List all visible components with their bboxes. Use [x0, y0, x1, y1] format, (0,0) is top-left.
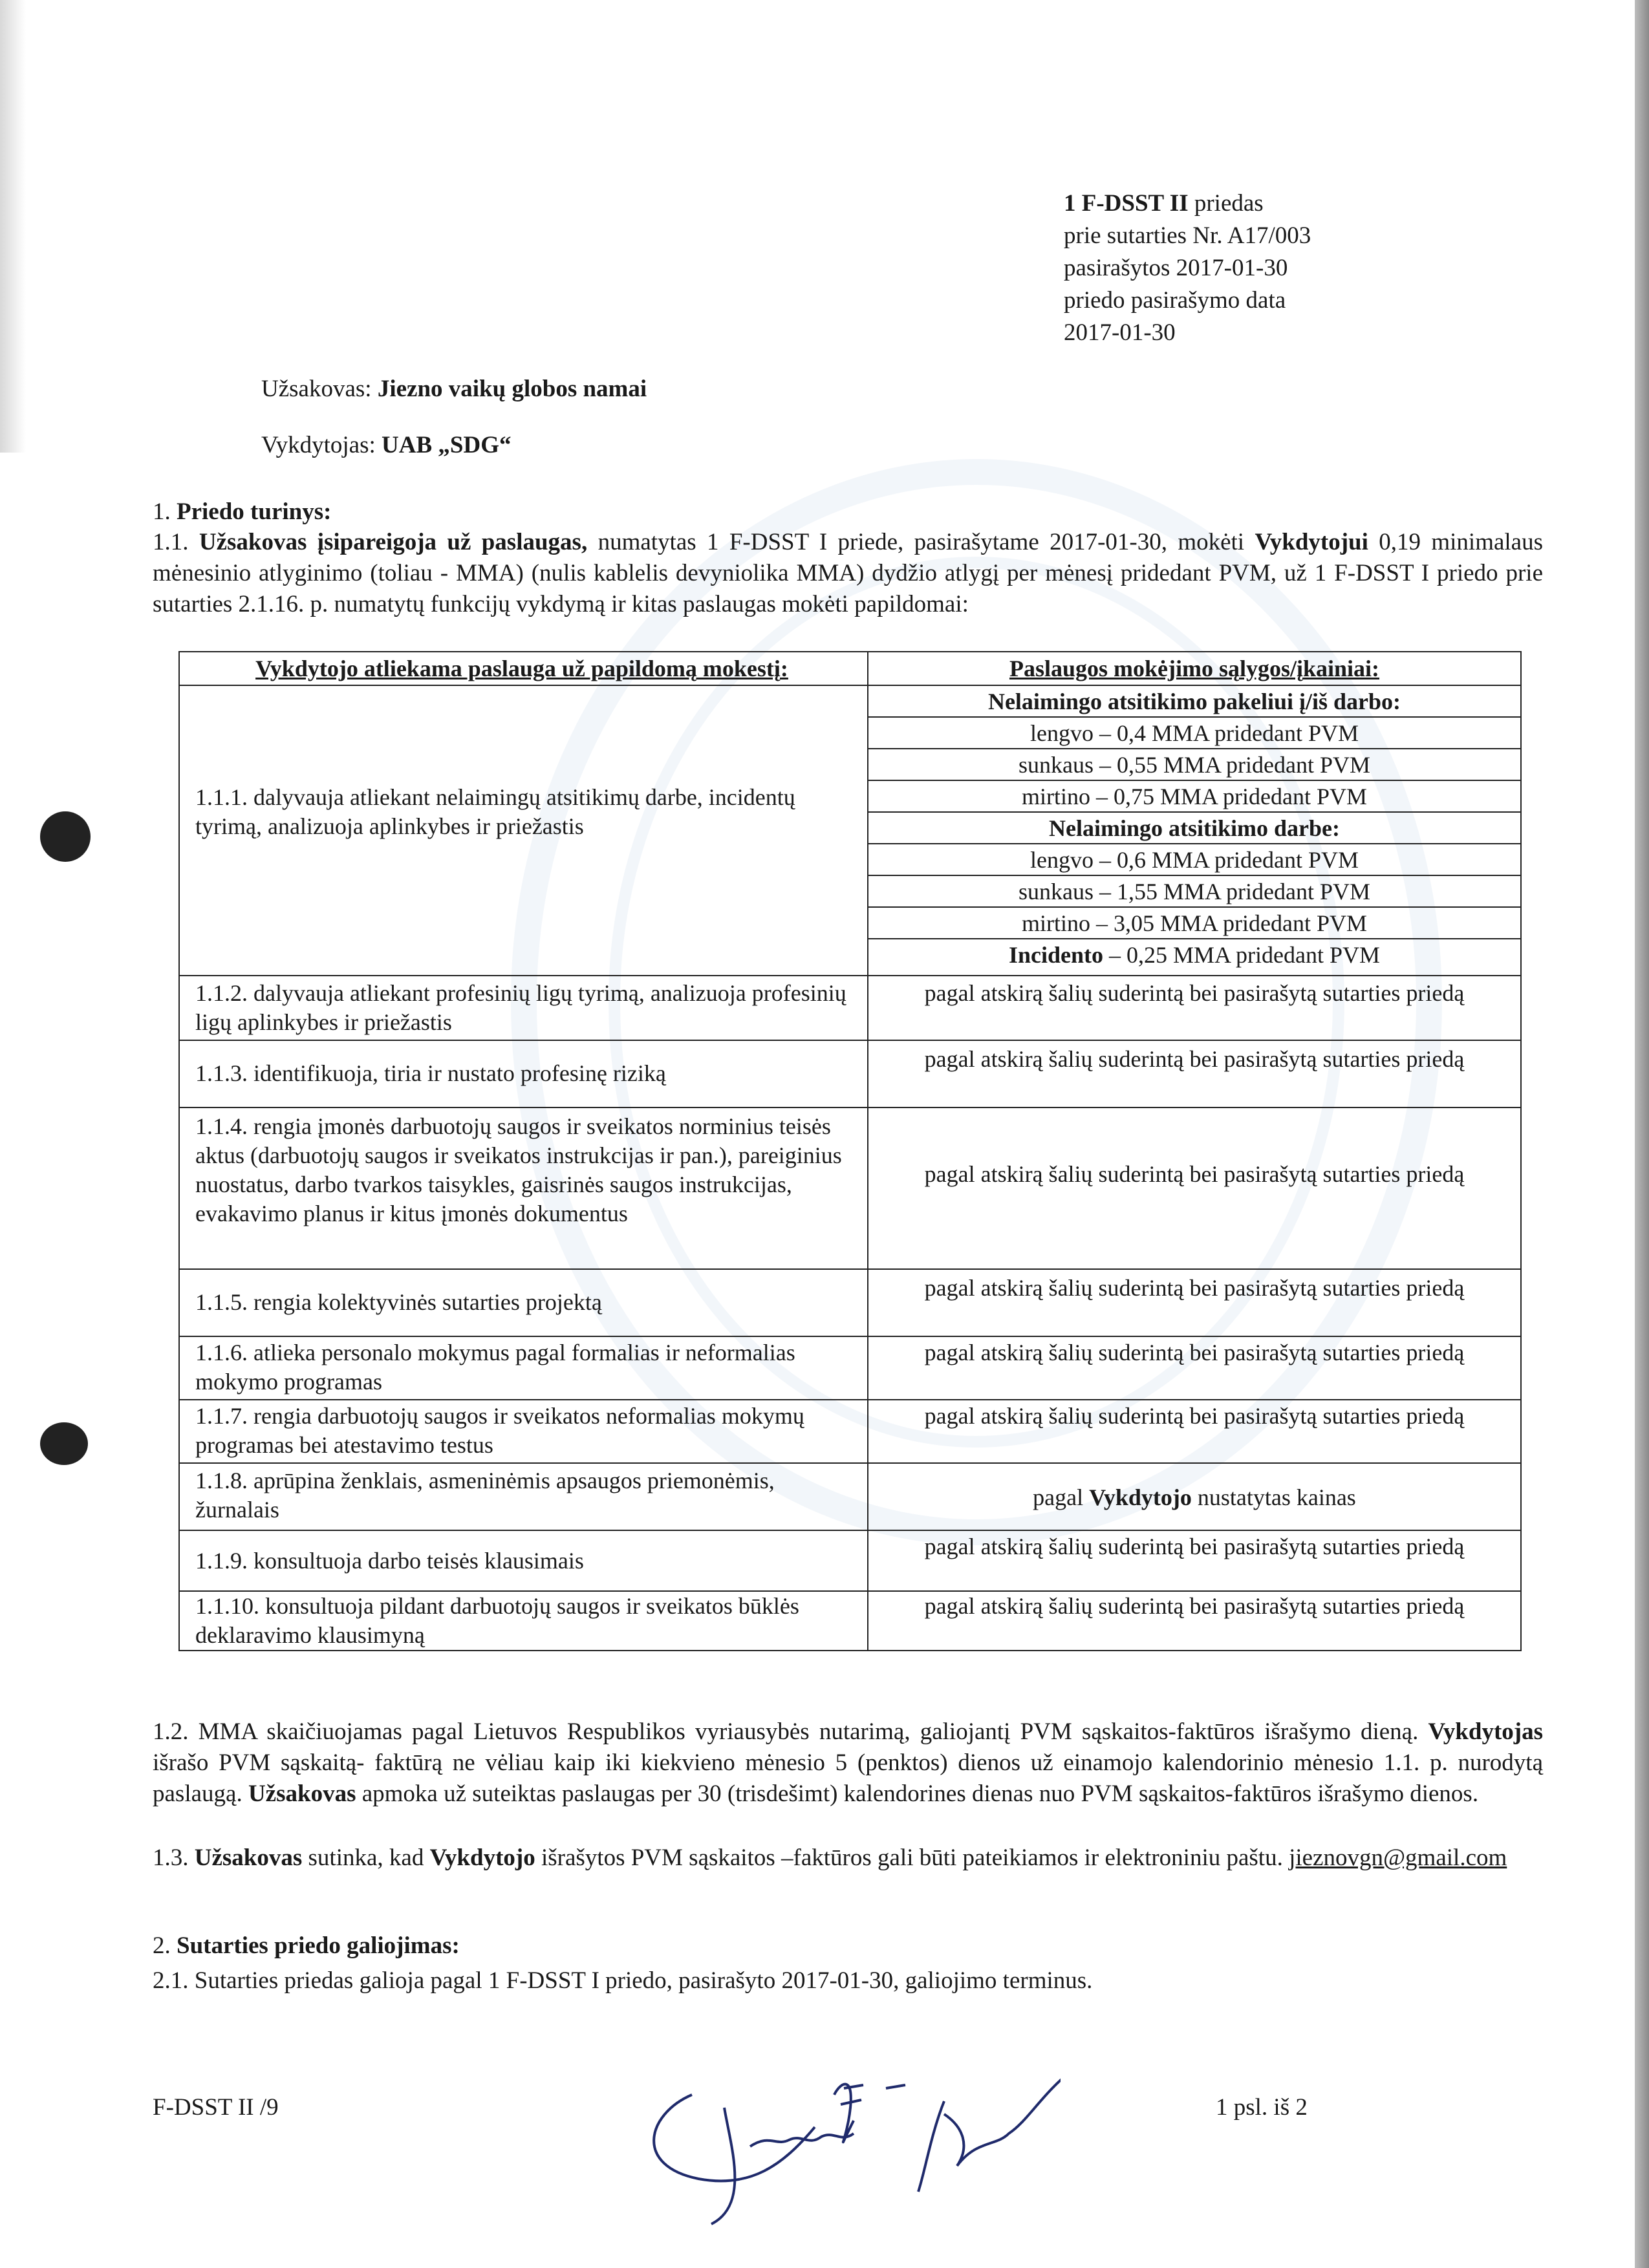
- paragraph-1-2: 1.2. MMA skaičiuojamas pagal Lietuvos Respublikos vyriausybės nutarimą, galiojantį PVM sąskaitos-faktūros išrašymo dieną. Vykdytojas išrašo PVM sąskaitą- faktūrą ne vėliau kaip iki kiekvieno mėnesio 5 (penktos) dienos už einamojo kalendorinio mėnesio 1.1. p. nurodytą paslaugą. Užsakovas apmoka už suteiktas paslaugas per 30 (trisdešimt) kalendorines dienas nuo PVM sąskaitos-faktūros išrašymo dienos.: [153, 1718, 1543, 1807]
- price-text: pagal atskirą šalių suderintą bei pasirašytą sutarties priedą: [924, 1161, 1465, 1187]
- email-link[interactable]: jieznovgn@gmail.com: [1289, 1845, 1507, 1871]
- annex-header: [1064, 187, 1452, 349]
- contract-number: prie sutarties Nr. A17/003: [1064, 222, 1311, 249]
- price-text-vykdytojo: pagal Vykdytojo nustatytas kainas: [1033, 1484, 1356, 1510]
- footer-page-number: 1 psl. iš 2: [1216, 2094, 1308, 2121]
- rate-item: sunkaus – 1,55 MMA pridedant PVM: [868, 876, 1520, 908]
- commute-accident-title: Nelaimingo atsitikimo pakeliui į/iš darbo:: [868, 686, 1520, 718]
- contract-signed-date: pasirašytos 2017-01-30: [1064, 255, 1288, 281]
- client-line: Užsakovas: Jiezno vaikų globos namai: [261, 376, 647, 402]
- service-text: 1.1.3. identifikuoja, tiria ir nustato profesinę riziką: [195, 1060, 666, 1086]
- section-2-heading: 2. Sutarties priedo galiojimas:: [153, 1932, 460, 1959]
- rate-item: lengvo – 0,4 MMA pridedant PVM: [868, 718, 1520, 749]
- accident-rates: [868, 686, 1520, 971]
- service-accident-investigation: 1.1.1. dalyvauja atliekant nelaimingų atsitikimų darbe, incidentų tyrimą, analizuoja aplinkybes ir priežastis: [195, 784, 795, 839]
- section-1-heading: 1. Priedo turinys:: [153, 498, 332, 525]
- table-row: [180, 1400, 1520, 1464]
- incident-rate: Incidento – 0,25 MMA pridedant PVM: [1008, 942, 1381, 968]
- price-text: pagal atskirą šalių suderintą bei pasirašytą sutarties priedą: [924, 980, 1465, 1006]
- service-text: 1.1.9. konsultuoja darbo teisės klausimais: [195, 1548, 584, 1574]
- paragraph-1-3: 1.3. Užsakovas sutinka, kad Vykdytojo išrašytos PVM sąskaitos –faktūros gali būti pateikiamos ir elektroniniu paštu. jieznovgn@gmail.com: [153, 1845, 1507, 1871]
- header-price: Paslaugos mokėjimo sąlygos/įkainiai:: [1009, 656, 1380, 681]
- service-text: 1.1.2. dalyvauja atliekant profesinių ligų tyrimą, analizuoja profesinių ligų aplinkybes ir priežastis: [195, 980, 846, 1035]
- table-row: [180, 1337, 1520, 1400]
- service-text: 1.1.10. konsultuoja pildant darbuotojų saugos ir sveikatos būklės deklaravimo klausimyną: [195, 1593, 799, 1648]
- annex-title: 1 F-DSST II priedas: [1064, 190, 1264, 217]
- table-row: [180, 1270, 1520, 1337]
- rate-item: lengvo – 0,6 MMA pridedant PVM: [868, 844, 1520, 876]
- annex-signing-label: priedo pasirašymo data: [1064, 287, 1286, 314]
- table-row: [180, 1592, 1520, 1650]
- signature-image: [621, 2017, 1061, 2231]
- price-text: pagal atskirą šalių suderintą bei pasirašytą sutarties priedą: [924, 1340, 1465, 1365]
- price-text: pagal atskirą šalių suderintą bei pasirašytą sutarties priedą: [924, 1534, 1465, 1559]
- scan-shadow: [0, 0, 26, 453]
- paragraph-1-1: 1.1. Užsakovas įsipareigoja už paslaugas, numatytas 1 F-DSST I priede, pasirašytame 2017-01-30, mokėti Vykdytojui 0,19 minimalaus mėnesinio atlyginimo (toliau - MMA) (nulis kablelis devyniolika MMA) dydžio atlygį per mėnesį pridedant PVM, už 1 F-DSST I priedo prie sutarties 2.1.16. p. numatytų funkcijų vykdymą ir kitas paslaugas mokėti papildomai:: [153, 529, 1544, 617]
- price-text: pagal atskirą šalių suderintą bei pasirašytą sutarties priedą: [924, 1275, 1465, 1301]
- price-text: pagal atskirą šalių suderintą bei pasirašytą sutarties priedą: [924, 1403, 1465, 1429]
- header-service: Vykdytojo atliekama paslauga už papildomą mokestį:: [255, 656, 788, 681]
- table-row: [180, 976, 1520, 1041]
- work-accident-title: Nelaimingo atsitikimo darbe:: [868, 813, 1520, 844]
- service-text: 1.1.6. atlieka personalo mokymus pagal formalias ir neformalias mokymo programas: [195, 1340, 795, 1395]
- rate-item: mirtino – 3,05 MMA pridedant PVM: [868, 908, 1520, 939]
- table-row: [180, 1108, 1520, 1270]
- price-text: pagal atskirą šalių suderintą bei pasirašytą sutarties priedą: [924, 1046, 1465, 1072]
- paragraph-2-1: 2.1. Sutarties priedas galioja pagal 1 F-DSST I priedo, pasirašyto 2017-01-30, galiojimo terminus.: [153, 1967, 1093, 1994]
- table-row: [180, 1464, 1520, 1531]
- table-header-row: [180, 652, 1520, 686]
- price-text: pagal atskirą šalių suderintą bei pasirašytą sutarties priedą: [924, 1593, 1465, 1619]
- scan-edge: [1635, 0, 1649, 2268]
- service-text: 1.1.5. rengia kolektyvinės sutarties projektą: [195, 1289, 602, 1315]
- footer-document-code: F-DSST II /9: [153, 2094, 279, 2121]
- punch-hole-bottom: [40, 1422, 88, 1465]
- service-text: 1.1.8. aprūpina ženklais, asmeninėmis apsaugos priemonėmis, žurnalais: [195, 1468, 775, 1523]
- rate-item: sunkaus – 0,55 MMA pridedant PVM: [868, 749, 1520, 781]
- table-row: [180, 686, 1520, 976]
- punch-hole-top: [40, 811, 91, 862]
- table-row: [180, 1041, 1520, 1108]
- rate-item: mirtino – 0,75 MMA pridedant PVM: [868, 781, 1520, 813]
- services-table: [178, 651, 1522, 1651]
- service-text: 1.1.4. rengia įmonės darbuotojų saugos ir sveikatos norminius teisės aktus (darbuotojų saugos ir sveikatos instrukcijas ir pan.), pareiginius nuostatus, darbo tvarkos taisykles, gaisrinės saugos instrukcijas, evakavimo planus ir kitus įmonės dokumentus: [195, 1113, 842, 1226]
- service-text: 1.1.7. rengia darbuotojų saugos ir sveikatos neformalias mokymų programas bei atestavimo testus: [195, 1403, 804, 1458]
- table-row: [180, 1531, 1520, 1592]
- annex-signing-date: 2017-01-30: [1064, 319, 1176, 346]
- contractor-line: Vykdytojas: UAB „SDG“: [261, 432, 512, 458]
